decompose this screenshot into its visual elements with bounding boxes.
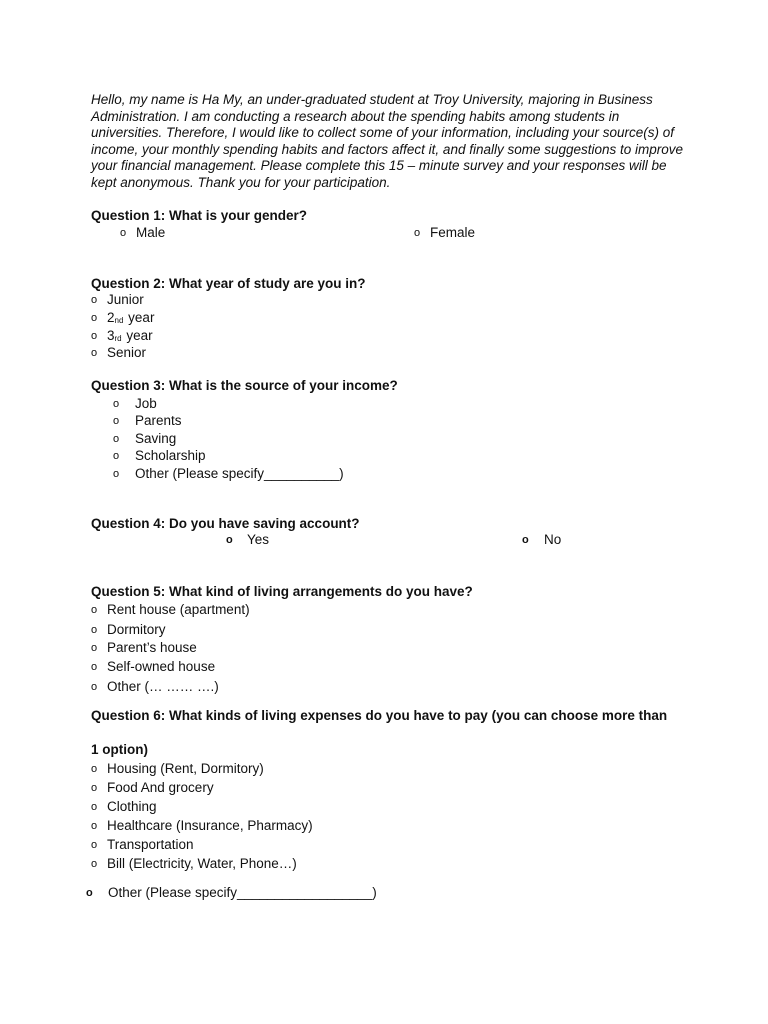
option-number: 2 — [107, 310, 115, 325]
radio-bullet-icon: o — [91, 330, 98, 342]
q1-option-female[interactable] — [414, 224, 475, 242]
q4-option-no[interactable] — [522, 531, 561, 549]
ordinal-suffix: nd — [114, 316, 124, 325]
q3-option-parents[interactable] — [113, 412, 182, 430]
option-label: Other (… …… ….) — [107, 679, 219, 694]
q6-option-food[interactable] — [91, 779, 214, 797]
checkbox-bullet-icon: o — [86, 887, 93, 899]
q2-option-3rd-year[interactable] — [91, 327, 153, 345]
radio-bullet-icon: o — [120, 227, 127, 239]
radio-bullet-icon: o — [113, 398, 120, 410]
intro-paragraph: Hello, my name is Ha My, an under-graduated student at Troy University, majoring in Business Administration. I am conducting a research about the spending habits among students in universities. Therefore, I would like to collect some of your information, including your source(s) of income, your monthly spending habits and factors affect it, and finally some suggestions to improve your financial management. Please complete this 15 – minute survey and your responses will be kept anonymous. Thank you for your participation. — [91, 92, 684, 190]
option-label: Junior — [107, 292, 144, 307]
option-label: Dormitory — [107, 622, 166, 637]
option-label: No — [544, 532, 562, 547]
checkbox-bullet-icon: o — [91, 782, 98, 794]
question-1-title: Question 1: What is your gender? — [91, 208, 308, 223]
q3-option-scholarship[interactable] — [113, 447, 206, 465]
option-label: Male — [136, 225, 166, 240]
ordinal-suffix: rd — [114, 334, 122, 343]
option-label: Self-owned house — [107, 659, 216, 674]
q6-option-healthcare[interactable] — [91, 817, 313, 835]
option-label: Clothing — [107, 799, 157, 814]
radio-bullet-icon: o — [113, 450, 120, 462]
q4-option-yes[interactable] — [226, 531, 269, 549]
option-label: Transportation — [107, 837, 194, 852]
q6-option-other[interactable] — [86, 884, 377, 902]
question-2-title: Question 2: What year of study are you in? — [91, 276, 366, 291]
radio-bullet-icon: o — [91, 624, 98, 636]
checkbox-bullet-icon: o — [91, 763, 98, 775]
radio-bullet-icon: o — [522, 534, 529, 546]
option-label: Housing (Rent, Dormitory) — [107, 761, 264, 776]
q2-option-junior[interactable] — [91, 291, 144, 309]
question-3-title: Question 3: What is the source of your income? — [91, 378, 398, 393]
option-label: Other (Please specify__________) — [135, 466, 344, 481]
option-label: Job — [135, 396, 157, 411]
option-number: 3 — [107, 328, 115, 343]
radio-bullet-icon: o — [91, 604, 98, 616]
option-label: Healthcare (Insurance, Pharmacy) — [107, 818, 313, 833]
q6-option-housing[interactable] — [91, 760, 264, 778]
option-label: Rent house (apartment) — [107, 602, 250, 617]
question-6-title-line1: Question 6: What kinds of living expenses do you have to pay (you can choose more than — [91, 708, 668, 723]
option-label: Other (Please specify__________________) — [108, 885, 377, 900]
q6-option-transportation[interactable] — [91, 836, 194, 854]
q3-option-saving[interactable] — [113, 430, 176, 448]
option-label: Food And grocery — [107, 780, 214, 795]
q5-option-other[interactable] — [91, 678, 219, 696]
q6-option-clothing[interactable] — [91, 798, 157, 816]
q5-option-rent-house[interactable] — [91, 601, 250, 619]
checkbox-bullet-icon: o — [91, 839, 98, 851]
q2-option-senior[interactable] — [91, 344, 146, 362]
option-label: Parent’s house — [107, 640, 197, 655]
q1-option-male[interactable] — [120, 224, 165, 242]
q5-option-self-owned-house[interactable] — [91, 658, 215, 676]
q2-option-2nd-year[interactable] — [91, 309, 154, 327]
option-label: Scholarship — [135, 448, 206, 463]
option-label: Female — [430, 225, 476, 240]
q3-option-other[interactable] — [113, 465, 344, 483]
radio-bullet-icon: o — [91, 642, 98, 654]
question-5-title: Question 5: What kind of living arrangements do you have? — [91, 584, 473, 599]
radio-bullet-icon: o — [113, 415, 120, 427]
radio-bullet-icon: o — [113, 468, 120, 480]
radio-bullet-icon: o — [91, 347, 98, 359]
q3-option-job[interactable] — [113, 395, 157, 413]
option-label: Senior — [107, 345, 147, 360]
question-4-title: Question 4: Do you have saving account? — [91, 516, 360, 531]
radio-bullet-icon: o — [91, 661, 98, 673]
q5-option-parents-house[interactable] — [91, 639, 197, 657]
question-6-title-line2: 1 option) — [91, 742, 148, 757]
radio-bullet-icon: o — [91, 294, 98, 306]
checkbox-bullet-icon: o — [91, 801, 98, 813]
option-label: Parents — [135, 413, 182, 428]
option-label: Yes — [247, 532, 270, 547]
radio-bullet-icon: o — [91, 681, 98, 693]
q5-option-dormitory[interactable] — [91, 621, 166, 639]
checkbox-bullet-icon: o — [91, 820, 98, 832]
option-word: year — [124, 310, 155, 325]
q6-option-bill[interactable] — [91, 855, 297, 873]
option-label: Bill (Electricity, Water, Phone…) — [107, 856, 297, 871]
radio-bullet-icon: o — [91, 312, 98, 324]
radio-bullet-icon: o — [226, 534, 233, 546]
option-word: year — [122, 328, 153, 343]
option-label: Saving — [135, 431, 177, 446]
radio-bullet-icon: o — [414, 227, 421, 239]
checkbox-bullet-icon: o — [91, 858, 98, 870]
radio-bullet-icon: o — [113, 433, 120, 445]
